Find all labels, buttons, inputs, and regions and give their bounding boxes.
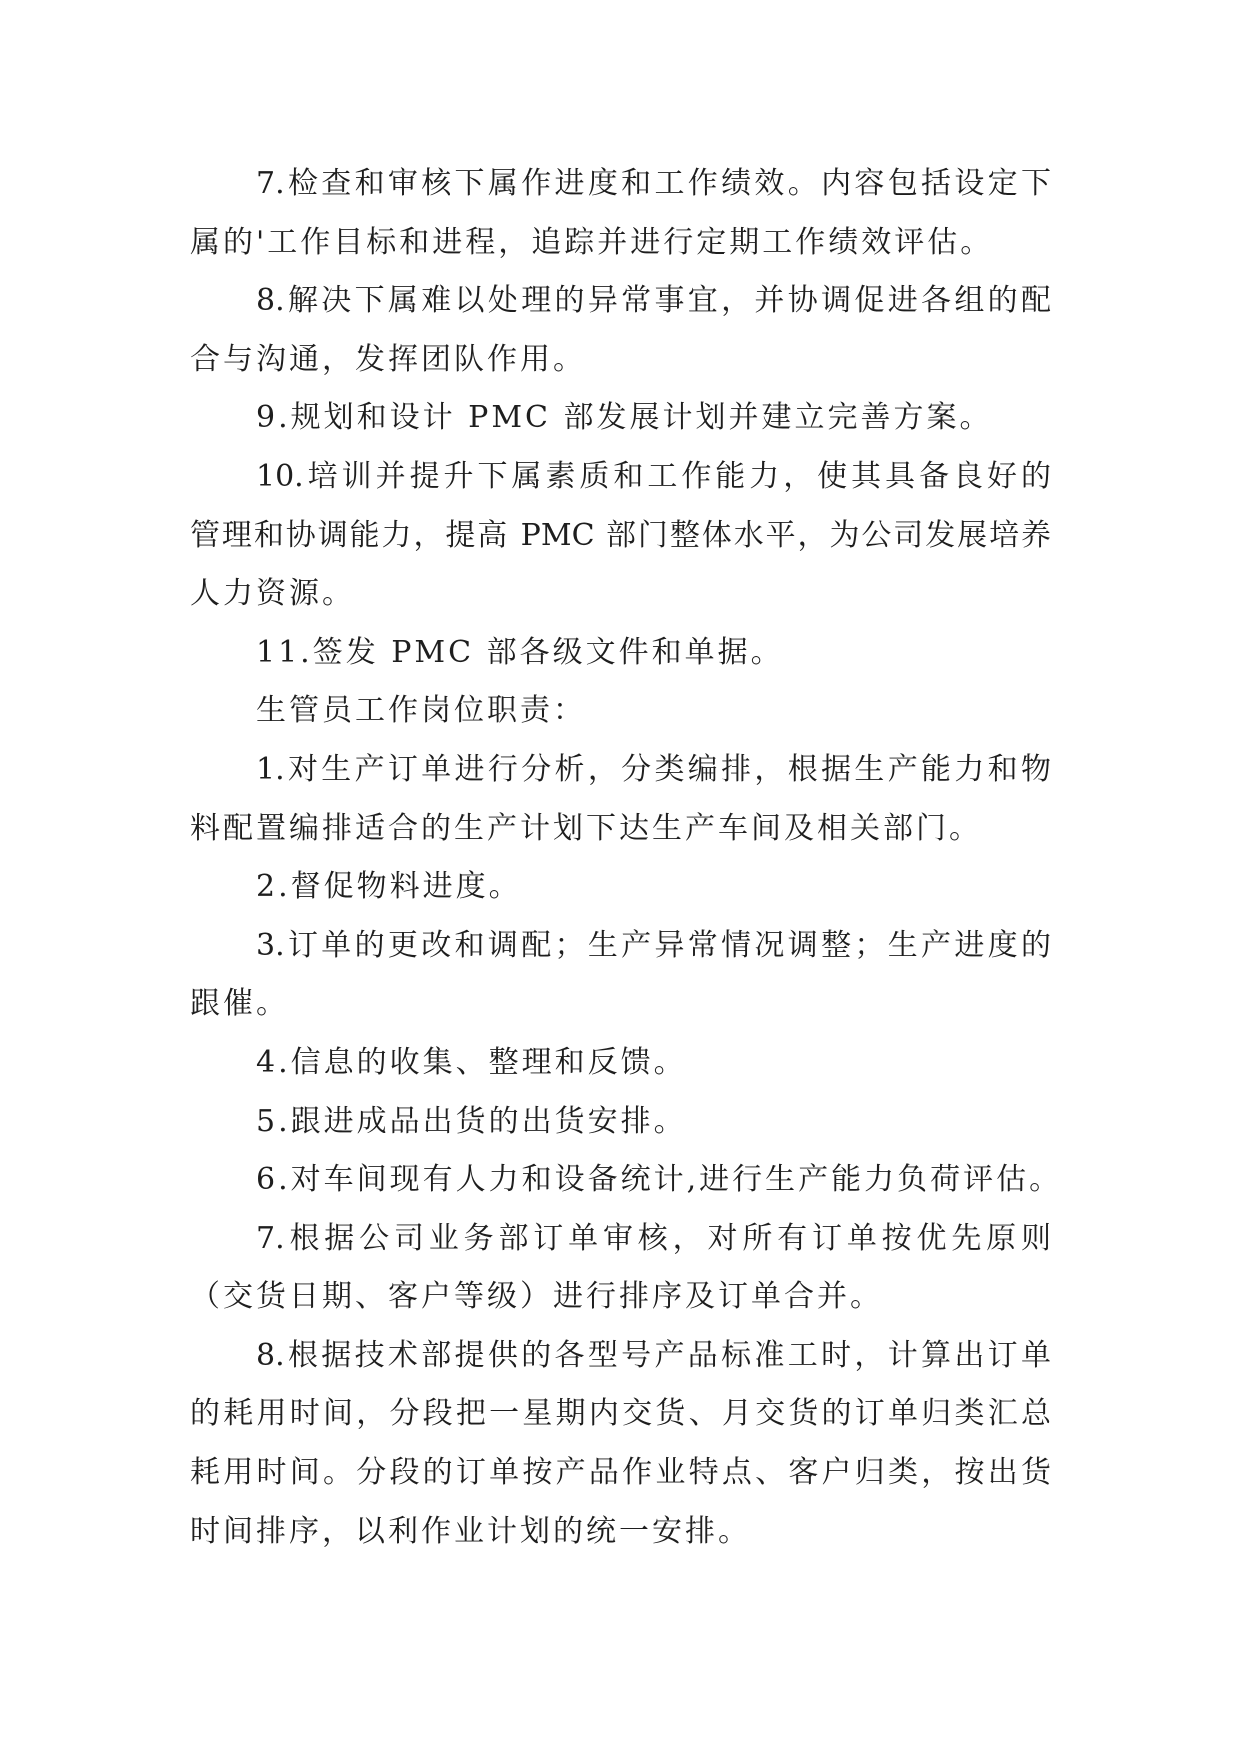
production-controller-duty-8 [190,1327,1051,1561]
section-heading: 生管员工作岗位职责： [256,693,586,729]
text-line: 属的'工作目标和进程，追踪并进行定期工作绩效评估。 [190,224,994,260]
text-line: 1.对生产订单进行分析，分类编排，根据生产能力和物 [256,751,1051,787]
text-line: 管理和协调能力，提高 PMC 部门整体水平，为公司发展培养 [190,517,1051,553]
pmc-manager-duty-7 [190,155,1051,272]
production-controller-duty-2 [190,858,1051,917]
text-line: 7.检查和审核下属作进度和工作绩效。内容包括设定下 [256,166,1051,201]
text-line: 10.培训并提升下属素质和工作能力，使其具备良好的 [256,458,1051,494]
text-line: 4.信息的收集、整理和反馈。 [256,1044,687,1080]
text-line: （交货日期、客户等级）进行排序及订单合并。 [190,1279,883,1315]
text-line: 5.跟进成品出货的出货安排。 [256,1103,687,1139]
production-controller-duty-3 [190,917,1051,1034]
production-controller-duties-heading [190,682,1051,741]
text-line: 9.规划和设计 PMC 部发展计划并建立完善方案。 [256,400,993,436]
text-line: 料配置编排适合的生产计划下达生产车间及相关部门。 [190,810,982,846]
text-line: 的耗用时间，分段把一星期内交货、月交货的订单归类汇总 [190,1396,1051,1432]
document-body [190,155,1063,1561]
pmc-manager-duty-8 [190,272,1051,389]
text-line: 3.订单的更改和调配；生产异常情况调整；生产进度的 [256,927,1051,963]
pmc-manager-duty-11 [190,624,1051,683]
text-line: 7.根据公司业务部订单审核，对所有订单按优先原则 [256,1220,1051,1256]
text-line: 耗用时间。分段的订单按产品作业特点、客户归类，按出货 [190,1455,1051,1491]
pmc-manager-duty-9 [190,389,1051,448]
text-line: 8.解决下属难以处理的异常事宜，并协调促进各组的配 [256,283,1051,319]
production-controller-duty-7 [190,1210,1051,1327]
pmc-manager-duty-10 [190,448,1051,624]
text-line: 2.督促物料进度。 [256,869,522,905]
text-line: 6.对车间现有人力和设备统计,进行生产能力负荷评估。 [256,1162,1063,1198]
production-controller-duty-1 [190,741,1051,858]
text-line: 合与沟通，发挥团队作用。 [190,341,586,377]
text-line: 跟催。 [190,986,289,1022]
production-controller-duty-5 [190,1093,1051,1152]
text-line: 8.根据技术部提供的各型号产品标准工时，计算出订单 [256,1337,1051,1373]
text-line: 时间排序，以利作业计划的统一安排。 [190,1513,751,1549]
production-controller-duty-4 [190,1034,1051,1093]
text-line: 11.签发 PMC 部各级文件和单据。 [256,634,784,670]
production-controller-duty-6 [190,1151,1063,1210]
text-line: 人力资源。 [190,576,355,612]
